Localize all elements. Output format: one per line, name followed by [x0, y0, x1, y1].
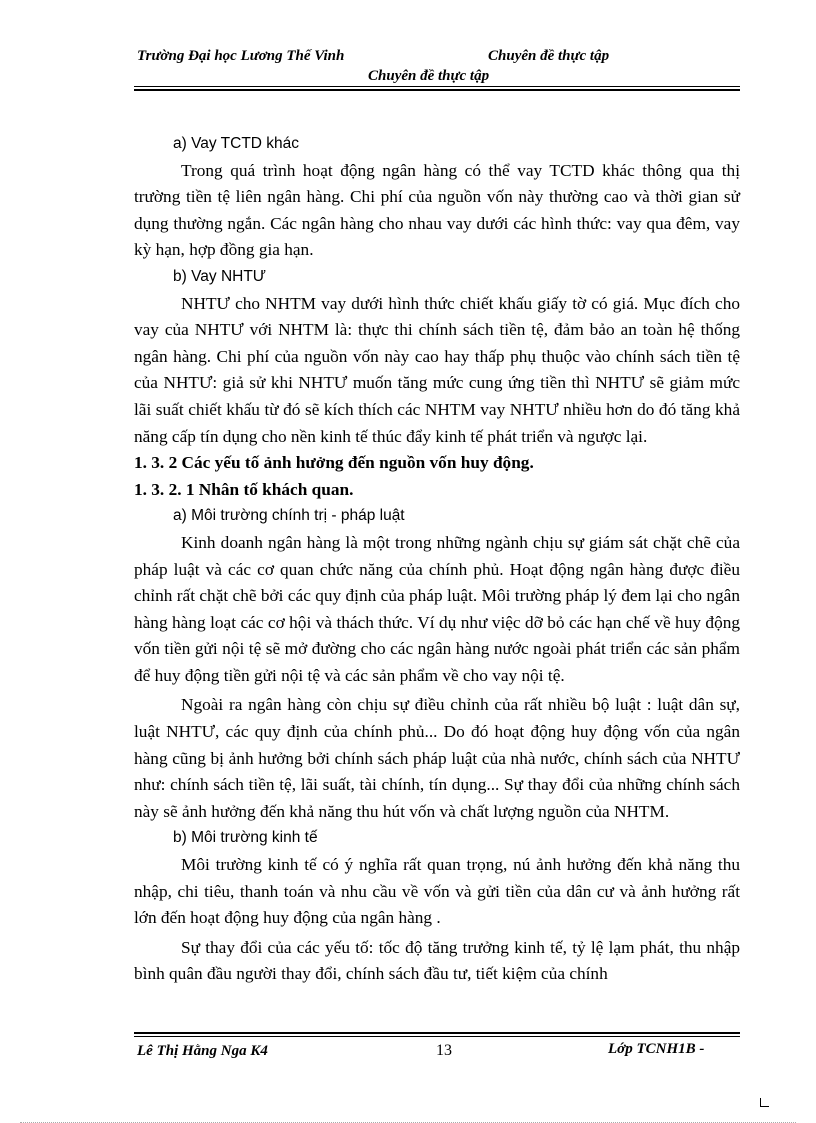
section-heading-1-3-2: 1. 3. 2 Các yếu tố ảnh hưởng đến nguồn vốn huy động. — [134, 453, 534, 473]
subheading-vay-tctd: a) Vay TCTD khác — [173, 135, 300, 152]
paragraph-kinh-te-1: Môi trường kinh tế có ý nghĩa rất quan trọng, nú ảnh hưởng đến khả năng thu nhập, chi tiêu, thanh toán và nhu cầu về vốn và gửi tiền của dân cư và ảnh hưởng rất lớn đến hoạt động huy động của ngân hàng . — [134, 855, 740, 928]
footer-author: Lê Thị Hằng Nga K4 — [137, 1043, 268, 1059]
header-rule-thick — [134, 89, 740, 91]
paragraph-vay-tctd: Trong quá trình hoạt động ngân hàng có thể vay TCTD khác thông qua thị trường tiền tệ liên ngân hàng. Chi phí của nguồn vốn này thường cao và thời gian sử dụng thường ngắn. Các ngân hàng cho nhau vay dưới các hình thức: vay qua đêm, vay kỳ hạn, hợp đồng gia hạn. — [134, 160, 740, 260]
paragraph-vay-nhtu: NHTƯ cho NHTM vay dưới hình thức chiết khấu giấy tờ có giá. Mục đích cho vay của NHTƯ với NHTM là: thực thi chính sách tiền tệ, đảm bảo an toàn hệ thống ngân hàng. Chi phí của nguồn vốn này cao hay thấp phụ thuộc vào chính sách tiền tệ của NHTƯ: giả sử khi NHTƯ muốn tăng mức cung ứng tiền thì NHTƯ sẽ giảm mức lãi suất chiết khấu từ đó sẽ kích thích các NHTM vay NHTƯ nhiều hơn do đó tăng khả năng cấp tín dụng cho nền kinh tế thúc đẩy kinh tế phát triển và ngược lại. — [134, 293, 740, 446]
subheading-kinh-te: b) Môi trường kinh tế — [173, 829, 318, 847]
paragraph-phap-luat-2: Ngoài ra ngân hàng còn chịu sự điều chỉnh của rất nhiều bộ luật : luật dân sự, luật NHTƯ, các quy định của chính phủ... Do đó hoạt động huy động vốn của ngân hàng cũng bị ảnh hưởng bởi chính sách pháp luật của nhà nước, chính sách của NHTƯ như: chính sách tiền tệ, lãi suất, tài chính, tín dụng... Sự thay đổi của những chính sách này sẽ ảnh hưởng đến khả năng thu hút vốn và chất lượng nguồn của NHTM. — [134, 695, 740, 821]
footer-rule-thin — [134, 1036, 740, 1037]
footer-rule-thick — [134, 1032, 740, 1034]
header-school: Trường Đại học Lương Thế Vinh — [137, 48, 345, 64]
paragraph-phap-luat-1: Kinh doanh ngân hàng là một trong những ngành chịu sự giám sát chặt chẽ của pháp luật và các cơ quan chức năng của chính phủ. Hoạt động ngân hàng được điều chỉnh rất chặt chẽ bởi các quy định của pháp luật. Môi trường pháp lý đem lại cho ngân hàng hàng loạt các cơ hội và thách thức. Ví dụ như việc dỡ bỏ các hạn chế về huy động vốn tiền gửi nội tệ sẽ mở đường cho các ngân hàng nước ngoài phát triển các sản phẩm để huy động tiền gửi nội tệ và các sản phẩm về cho vay nội tệ. — [134, 532, 740, 685]
page-body — [134, 131, 740, 988]
subheading-vay-nhtu: b) Vay NHTƯ — [173, 267, 267, 285]
subheading-chinh-tri-phap-luat: a) Môi trường chính trị - pháp luật — [173, 507, 405, 525]
header-rule-thin — [134, 86, 740, 87]
page-number: 13 — [436, 1042, 452, 1059]
header-title: Chuyên đề thực tập — [488, 48, 610, 64]
footer-class: Lớp TCNH1B - — [608, 1041, 705, 1057]
corner-mark — [760, 1098, 769, 1107]
section-heading-1-3-2-1: 1. 3. 2. 1 Nhân tố khách quan. — [134, 479, 354, 499]
header-subtitle: Chuyên đề thực tập — [368, 68, 490, 84]
paragraph-kinh-te-2: Sự thay đổi của các yếu tố: tốc độ tăng trưởng kinh tế, tỷ lệ lạm phát, thu nhập bình quân đầu người thay đổi, chính sách đầu tư, tiết kiệm của chính — [134, 937, 740, 984]
